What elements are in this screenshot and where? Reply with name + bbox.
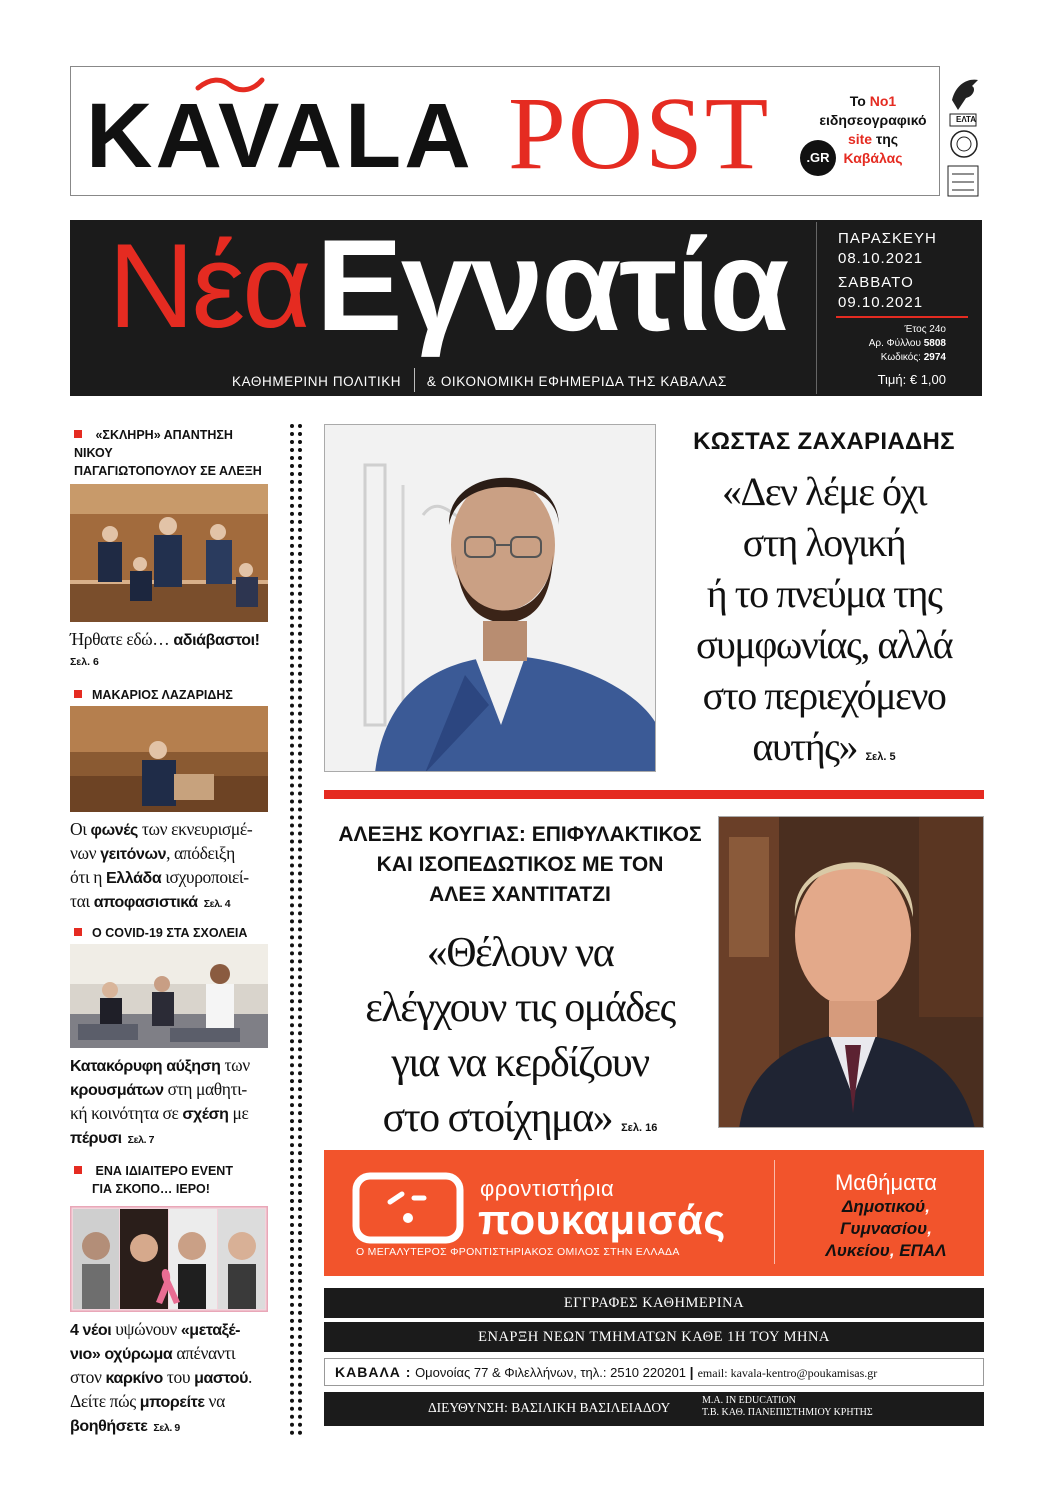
masthead-subtitle: ΚΑΘΗΜΕΡΙΝΗ ΠΟΛΙΤΙΚΗ & ΟΙΚΟΝΟΜΙΚΗ ΕΦΗΜΕΡΙΔΑ ΤΗΣ ΚΑΒΑΛΑΣ — [232, 368, 727, 392]
column-divider — [290, 424, 302, 1436]
ad-lessons: Μαθήματα Δημοτικού, Γυμνασίου, Λυκείου, ΕΠΑΛ — [825, 1170, 947, 1260]
postal-permit-badge: ΕΛΤΑ — [944, 70, 984, 200]
story1-kicker[interactable]: ΚΩΣΤΑΣ ΖΑΧΑΡΙΑΔΗΣ — [693, 428, 955, 455]
masthead-title-nea: Νέα — [108, 219, 309, 353]
sidebar-story-4[interactable]: 4 νέοι υψώνουν «μεταξέ- νιο» οχύρωμα απέναντι στον καρκίνο του μαστού. Δείτε πώς μπορείτε να βοηθήσετε Σελ. 9 — [70, 1319, 253, 1435]
logo-tilde-icon — [194, 76, 266, 94]
ad-credentials: M.A. IN EDUCATION Τ.Β. ΚΑΘ. ΠΑΝΕΠΙΣΤΗΜΙΟΥ ΚΡΗΤΗΣ — [702, 1395, 873, 1418]
elta-bird-icon — [944, 70, 984, 200]
ad-divider — [774, 1160, 775, 1264]
story1-headline-quote[interactable]: «Δεν λέμε όχι στη λογική ή το πνεύμα της συμφωνίας, αλλά στο περιεχόμενο αυτής» Σελ. 5 — [695, 469, 953, 769]
issue-day-2: ΣΑΒΒΑΤΟ — [838, 274, 914, 291]
sidebar-story-2[interactable]: Οι φωνές των εκνευρισμέ- νων γειτόνων, απόδειξη ότι η Ελλάδα ισχυροποιεί- ται αποφασιστικά Σελ. 4 — [70, 819, 253, 911]
kavalapost-logo-left: KAVALA — [86, 85, 474, 187]
sidebar-photo-classroom[interactable] — [70, 944, 268, 1048]
sidebar-headline-1[interactable]: «ΣΚΛΗΡΗ» ΑΠΑΝΤΗΣΗ ΝΙΚΟΥ ΠΑΓΑΓΙΩΤΟΠΟΥΛΟΥ ΣΕ ΑΛΕΞΗ — [74, 426, 274, 498]
ad-director-bar — [324, 1392, 984, 1426]
kavalapost-logo-right: POST — [508, 76, 771, 191]
sidebar-headline-4[interactable]: ΕΝΑ ΙΔΙΑΙΤΕΡΟ EVENT ΓΙΑ ΣΚΟΠΟ… ΙΕΡΟ! — [74, 1162, 274, 1198]
issue-price: Τιμή: € 1,00 — [877, 372, 946, 387]
story2-kicker[interactable]: ΑΛΕΞΗΣ ΚΟΥΓΙΑΣ: ΕΠΙΦΥΛΑΚΤΙΚΟΣ ΚΑΙ ΙΣΟΠΕΔΩΤΙΚΟΣ ΜΕ ΤΟΝ ΑΛΕΞ ΧΑΝΤΙΤΑΤΖΙ — [338, 823, 702, 906]
masthead-red-rule — [836, 316, 968, 318]
ad-director: ΔΙΕΥΘΥΝΣΗ: ΒΑΣΙΛΙΚΗ ΒΑΣΙΛΕΙΑΔΟΥ — [428, 1400, 671, 1415]
issue-number: Αρ. Φύλλου 5808 — [868, 338, 946, 349]
ad-new-classes-bar: ΕΝΑΡΞΗ ΝΕΩΝ ΤΜΗΜΑΤΩΝ ΚΑΘΕ 1Η ΤΟΥ ΜΗΝΑ — [324, 1322, 984, 1352]
ad-tagline: Ο ΜΕΓΑΛΥΤΕΡΟΣ ΦΡΟΝΤΙΣΤΗΡΙΑΚΟΣ ΟΜΙΛΟΣ ΣΤΗΝ ΕΛΛΑΔΑ — [356, 1246, 680, 1258]
masthead-title-egnatia: Εγνατία — [316, 212, 788, 358]
ad-brand-name: πουκαμισάς — [478, 1196, 726, 1243]
sidebar-story-1[interactable]: Ήρθατε εδώ… αδιάβαστοι! — [70, 629, 260, 649]
issue-date-2: 09.10.2021 — [838, 294, 924, 311]
ad-enrollment-bar: ΕΓΓΡΑΦΕΣ ΚΑΘΗΜΕΡΙΝΑ — [324, 1288, 984, 1318]
poukamisas-face-icon — [352, 1172, 464, 1244]
issue-date-1: 08.10.2021 — [838, 250, 924, 267]
story2-portrait-photo[interactable] — [718, 816, 984, 1128]
issue-year: Έτος 24ο — [904, 324, 946, 335]
sidebar-headline-2[interactable]: ΜΑΚΑΡΙΟΣ ΛΑΖΑΡΙΔΗΣ — [74, 686, 274, 704]
kavalapost-tagline: Το Νο1 ειδησεογραφικό site της Καβάλας — [819, 93, 927, 166]
issue-code: Κωδικός: 2974 — [880, 352, 946, 363]
ad-contact-line[interactable]: ΚΑΒΑΛΑ : Ομονοίας 77 & Φιλελλήνων, τηλ.: 2510 220201 | email: kavala-kentro@poukamisas.gr — [324, 1358, 984, 1386]
masthead-divider — [816, 222, 817, 394]
sidebar-photo-parliament-1[interactable] — [70, 484, 268, 622]
sidebar-page-1: Σελ. 6 — [70, 656, 99, 668]
sidebar-photo-parliament-2[interactable] — [70, 706, 268, 812]
sidebar-photo-event[interactable] — [70, 1206, 268, 1312]
sidebar-story-3[interactable]: Κατακόρυφη αύξηση των κρουσμάτων στη μαθητι- κή κοινότητα σε σχέση με πέρυσι Σελ. 7 — [70, 1055, 250, 1147]
story1-portrait-photo[interactable] — [324, 424, 656, 772]
section-divider-red — [324, 790, 984, 799]
story2-headline-quote[interactable]: «Θέλουν να ελέγχουν τις ομάδες για να κερδίζουν στο στοίχημα» Σελ. 16 — [365, 930, 675, 1141]
sidebar-headline-3[interactable]: Ο COVID-19 ΣΤΑ ΣΧΟΛΕΙΑ — [74, 924, 274, 942]
issue-day-1: ΠΑΡΑΣΚΕΥΗ — [838, 230, 937, 247]
ad-brand-small: φροντιστήρια — [480, 1176, 615, 1201]
kavalapost-tld: .GR — [800, 140, 836, 176]
